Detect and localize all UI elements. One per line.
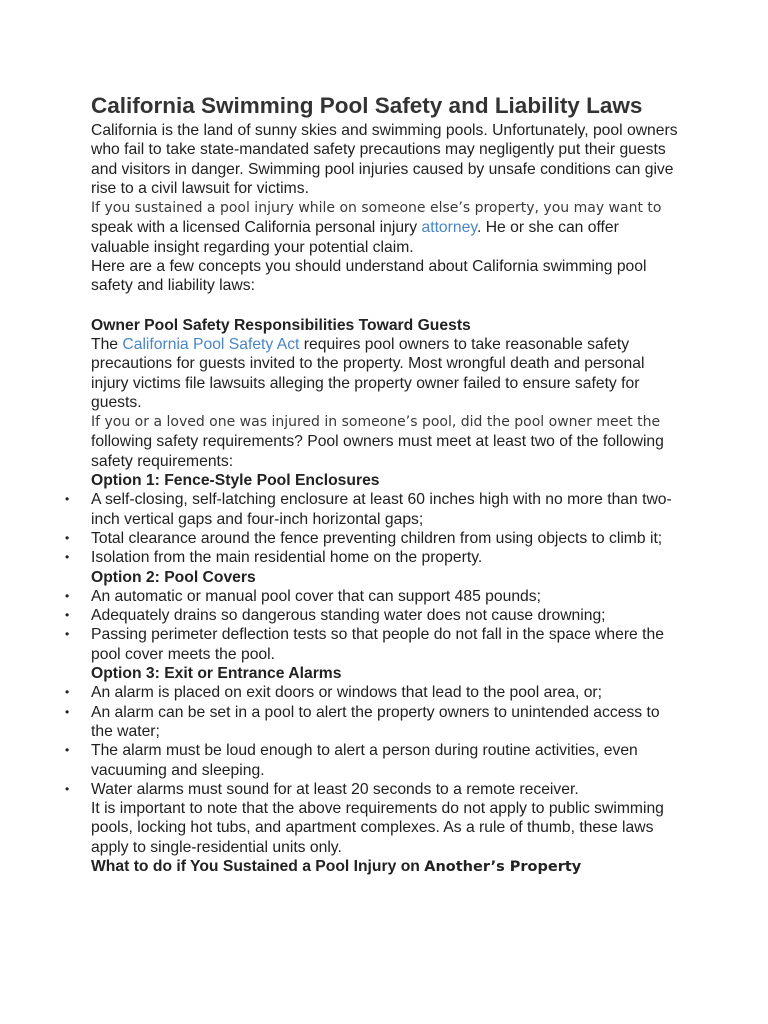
list-item-text: An automatic or manual pool cover that can support 485 pounds; [91,587,541,605]
bullet-icon: • [65,608,70,623]
bullet-icon: • [65,627,70,642]
page-title: California Swimming Pool Safety and Liability Laws [91,93,643,118]
final-section-heading [91,857,681,877]
bullet-icon: • [65,781,70,796]
section1-paragraph-2 [91,412,681,471]
document-page [65,92,681,877]
list-item-text: Isolation from the main residential home on the property. [91,549,483,567]
intro-paragraph-2-start: If you sustained a pool injury while on someone else’s property, you may want to [91,200,662,217]
final-heading-end: Another’s Property [424,858,582,875]
section-heading-owner-responsibilities: Owner Pool Safety Responsibilities Toward Guests [91,316,471,334]
list-item-text: Adequately drains so dangerous standing water does not cause drowning; [91,607,606,625]
option-3-heading: Option 3: Exit or Entrance Alarms [91,665,342,683]
list-item [65,548,681,567]
list-item [65,703,681,742]
bullet-icon: • [65,530,70,545]
section1-paragraph-2-end: following safety requirements? Pool owners must meet at least two of the following safety requirements: [91,433,664,470]
note-paragraph: It is important to note that the above requirements do not apply to public swimming pools, locking hot tubs, and apartment complexes. As a rule of thumb, these laws apply to single-residential units only. [91,800,664,856]
intro-paragraph-2-mid: speak with a licensed California personal injury [91,219,422,237]
list-item-text: A self-closing, self-latching enclosure at least 60 inches high with no more than two-inch vertical gaps and four-inch horizontal gaps; [91,491,672,528]
intro-paragraph-1: California is the land of sunny skies and swimming pools. Unfortunately, pool owners who fail to take state-mandated safety precautions may negligently put their guests and visitors in danger. Swimming pool injuries caused by unsafe conditions can give rise to a civil lawsuit for victims. [91,122,678,197]
section1-paragraph-1-start: The [91,335,123,353]
list-item-text: Total clearance around the fence preventing children from using objects to climb it; [91,529,663,547]
list-item [65,625,681,664]
bullet-icon: • [65,588,70,603]
section1-paragraph-2-start: If you or a loved one was injured in someone’s pool, did the pool owner meet the [91,414,661,431]
option-1-list [65,490,681,567]
section1-paragraph-1-end: requires pool owners to take reasonable safety precautions for guests invited to the property. Most wrongful death and personal injury victims file lawsuits alleging the property owner failed to ensure safety for guests. [91,335,645,411]
list-item [65,587,681,606]
bullet-icon: • [65,492,70,507]
intro-paragraph-3: Here are a few concepts you should understand about California swimming pool safety and liability laws: [91,258,647,295]
list-item [65,683,681,702]
section1-paragraph-1 [91,335,681,412]
list-item [65,606,681,625]
bullet-icon: • [65,685,70,700]
list-item [65,529,681,548]
intro-paragraph-2 [91,198,681,257]
bullet-icon: • [65,550,70,565]
section-spacer [91,296,681,316]
option-1-heading: Option 1: Fence-Style Pool Enclosures [91,472,380,490]
list-item [65,490,681,529]
pool-safety-act-link[interactable]: California Pool Safety Act [122,335,300,353]
bullet-icon: • [65,743,70,758]
attorney-link[interactable]: attorney [421,219,478,237]
list-item-text: An alarm is placed on exit doors or windows that lead to the pool area, or; [91,684,603,702]
list-item-text: The alarm must be loud enough to alert a person during routine activities, even vacuuming and sleeping. [91,742,638,779]
list-item-text: Passing perimeter deflection tests so that people do not fall in the space where the pool cover meets the pool. [91,626,664,663]
list-item [65,741,681,780]
list-item [65,780,681,799]
intro-paragraph-2-end: . He or she can offer valuable insight regarding your potential claim. [91,219,619,256]
option-2-list [65,587,681,664]
option-3-list [65,683,681,799]
option-2-heading: Option 2: Pool Covers [91,568,256,586]
list-item-text: An alarm can be set in a pool to alert the property owners to unintended access to the water; [91,703,660,740]
bullet-icon: • [65,704,70,719]
final-heading-start: What to do if You Sustained a Pool Injury on [91,857,425,875]
list-item-text: Water alarms must sound for at least 20 seconds to a remote receiver. [91,780,579,798]
